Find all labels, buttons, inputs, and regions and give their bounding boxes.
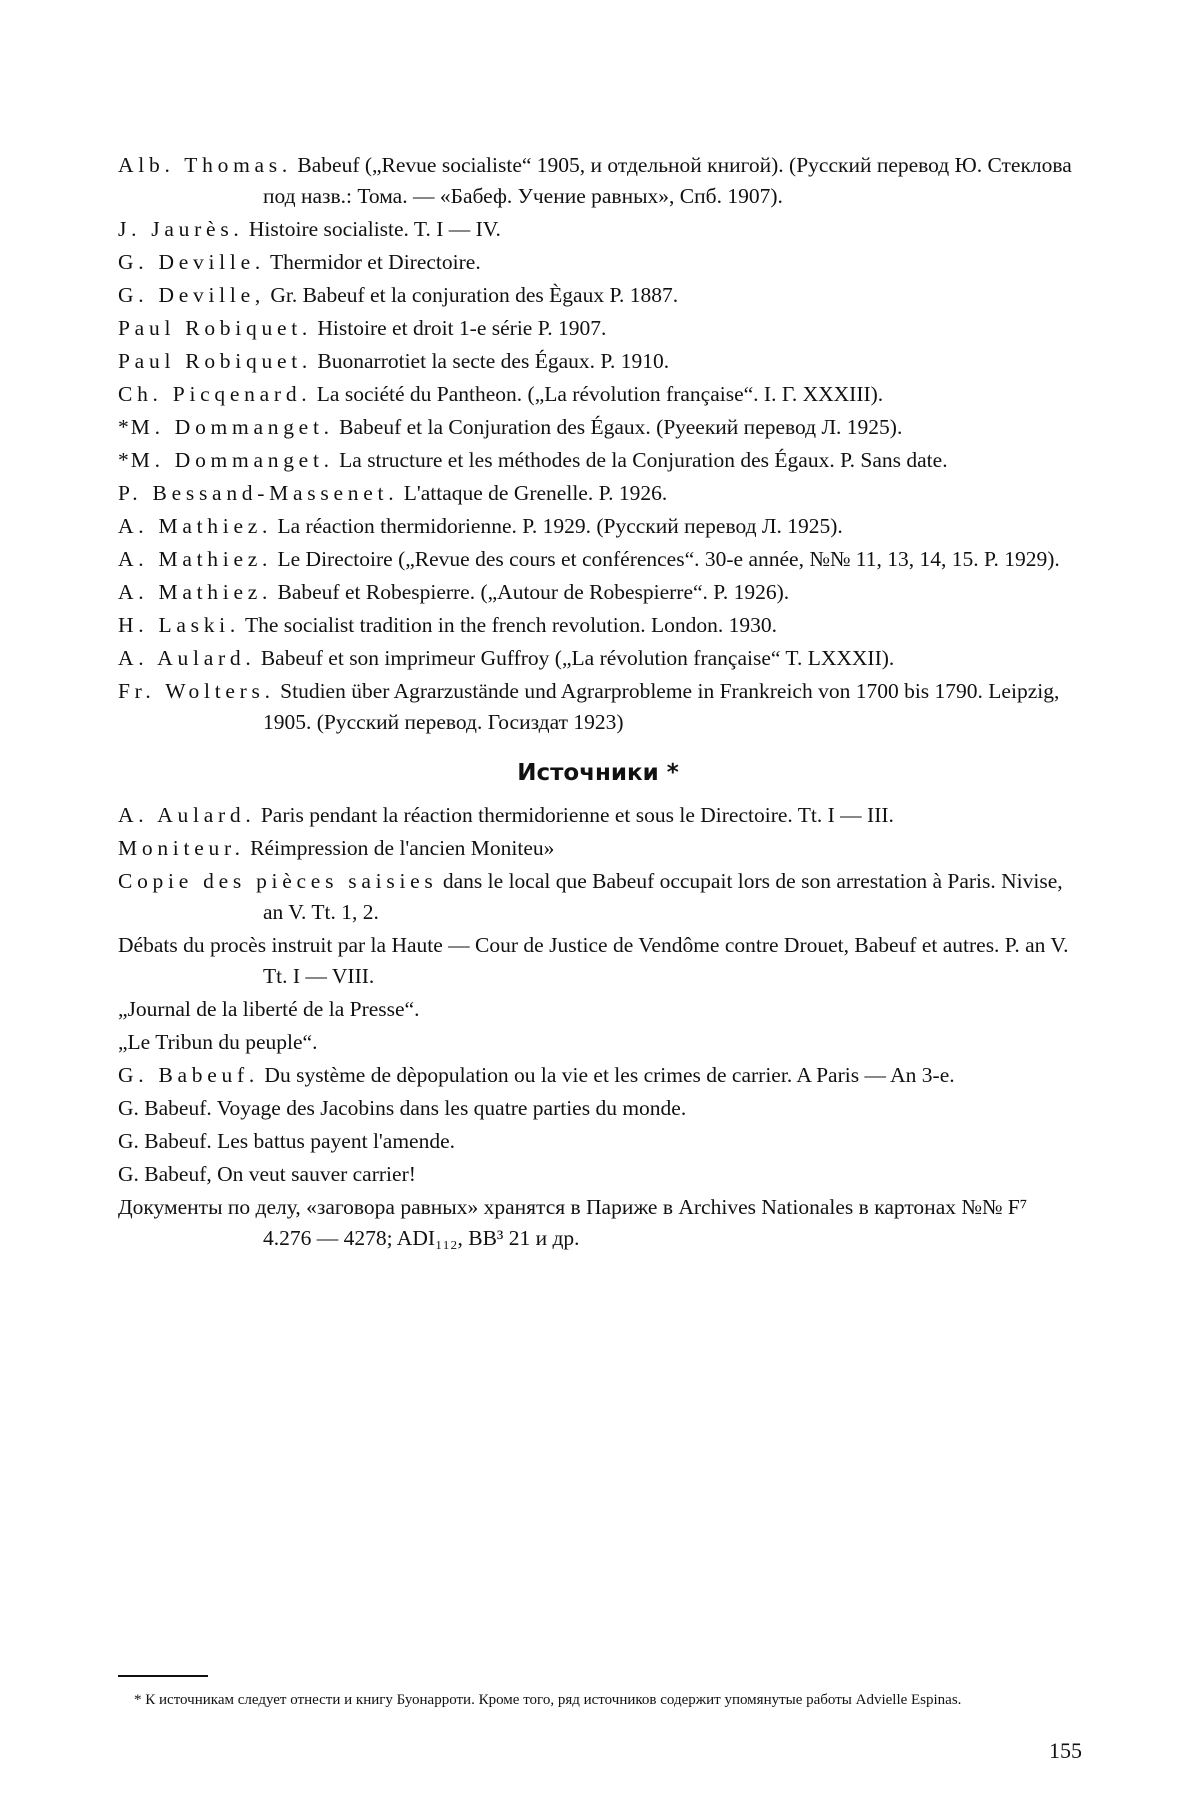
page-content [118,150,1078,1256]
entry-text: La structure et les méthodes de la Conjuration des Égaux. P. Sans date. [339,448,948,472]
entry-text: Thermidor et Directoire. [269,250,481,274]
entry-text: Histoire socialiste. T. I — IV. [248,217,501,241]
entry-author: Moniteur. [118,836,245,860]
entry-author: Alb. Thomas. [118,153,293,177]
bibliography-entry [118,346,1078,377]
entry-text: La société du Pantheon. („La révolution française“. I. Г. XXXIII). [316,382,884,406]
entry-text: Paris pendant la réaction thermidorienne et sous le Directoire. Tt. I — III. [260,803,894,827]
bibliography-entry [118,544,1078,575]
source-entry [118,994,1078,1025]
entry-text: G. Babeuf. Voyage des Jacobins dans les quatre parties du monde. [118,1096,687,1120]
entry-text: Débats du procès instruit par la Haute — Cour de Justice de Vendôme contre Drouet, Babeuf et autres. P. an V. Tt. I — VIII. [118,933,1069,988]
entry-text: Babeuf et Robespierre. („Autour de Robespierre“. P. 1926). [277,580,790,604]
entry-text: Histoire et droit 1-e série P. 1907. [317,316,607,340]
entry-author: G. Deville. [118,250,265,274]
entry-author: H. Laski. [118,613,240,637]
bibliography-entry [118,511,1078,542]
entry-author: Copie des pièces saisies [118,869,438,893]
entry-text: Документы по делу, «заговора равных» хранятся в Париже в Archives Nationales в картонах №№ F⁷ 4.276 — 4278; ADI₁₁₂, BB³ 21 и др. [118,1195,1028,1250]
entry-text: Babeuf („Revue socialiste“ 1905, и отдельной книгой). (Русский перевод Ю. Стеклова под назв.: Тома. — «Бабеф. Учение равных», Спб. 1907). [263,153,1072,208]
entry-text: G. Babeuf. Les battus payent l'amende. [118,1129,456,1153]
footnote-rule [118,1675,208,1677]
entry-text: „Journal de la liberté de la Presse“. [118,997,420,1021]
source-entry [118,1126,1078,1157]
entry-text: Buonarrotiet la secte des Égaux. P. 1910. [317,349,670,373]
entry-marker: * [118,448,129,472]
bibliography-entry [118,150,1078,212]
entry-author: A. Mathiez. [118,547,273,571]
sources-heading: Источники * [517,760,679,786]
bibliography-entry [118,445,1078,476]
bibliography-entry [118,412,1078,443]
entry-text: Du système de dèpopulation ou la vie et les crimes de carrier. A Paris — An 3-е. [264,1063,955,1087]
source-entry [118,800,1078,831]
bibliography-list [118,150,1078,738]
entry-text: dans le local que Babeuf occupait lors de son arrestation à Paris. Nivise, an V. Tt. 1, 2. [263,869,1063,924]
entry-text: L'attaque de Grenelle. P. 1926. [403,481,668,505]
entry-author: Paul Robiquet. [118,349,313,373]
entry-author: J. Jaurès. [118,217,244,241]
entry-text: La réaction thermidorienne. P. 1929. (Русский перевод Л. 1925). [277,514,843,538]
page-number: 155 [1049,1738,1082,1763]
bibliography-entry [118,247,1078,278]
entry-author: A. Mathiez. [118,580,273,604]
entry-text: Babeuf et son imprimeur Guffroy („La révolution française“ T. LXXXII). [260,646,895,670]
entry-author: Paul Robiquet. [118,316,313,340]
entry-author: G. Babeuf. [118,1063,260,1087]
entry-text: Réimpression de l'ancien Moniteu» [250,836,555,860]
entry-author: G. Deville, [118,283,265,307]
bibliography-entry [118,643,1078,674]
entry-author: A. Mathiez. [118,514,273,538]
entry-author: Fr. Wolters. [118,679,275,703]
entry-marker: * [118,415,129,439]
source-entry [118,1027,1078,1058]
entry-text: Gr. Babeuf et la conjuration des Ègaux P. 1887. [270,283,679,307]
source-entry [118,1093,1078,1124]
entry-text: G. Babeuf, On veut sauver carrier! [118,1162,416,1186]
bibliography-entry [118,478,1078,509]
footnote: * К источникам следует отнести и книгу Буонарроти. Кроме того, ряд источников содержит упомянутые работы Advielle Espinas. [134,1692,962,1708]
bibliography-entry [118,577,1078,608]
bibliography-entry [118,313,1078,344]
entry-author: Ch. Picqenard. [118,382,312,406]
entry-text: Le Directoire („Revue des cours et conférences“. 30-е année, №№ 11, 13, 14, 15. P. 1929). [277,547,1060,571]
source-entry [118,1060,1078,1091]
entry-author: A. Aulard. [118,646,256,670]
source-entry [118,866,1078,928]
source-entry [118,833,1078,864]
entry-author: P. Bessand-Massenet. [118,481,399,505]
source-entry [118,930,1078,992]
bibliography-entry [118,379,1078,410]
entry-text: „Le Tribun du peuple“. [118,1030,318,1054]
entry-text: The socialist tradition in the french revolution. London. 1930. [245,613,778,637]
entry-author: M. Dommanget. [130,415,334,439]
bibliography-entry [118,610,1078,641]
entry-text: Studien über Agrarzustände und Agrarprobleme in Frankreich von 1700 bis 1790. Leipzig, 1905. (Русский перевод. Госиздат 1923) [263,679,1060,734]
bibliography-entry [118,280,1078,311]
entry-author: A. Aulard. [118,803,256,827]
source-entry [118,1192,1078,1254]
sources-list [118,800,1078,1254]
bibliography-entry [118,676,1078,738]
entry-text: Babeuf et la Conjuration des Égaux. (Руеекий перевод Л. 1925). [339,415,903,439]
bibliography-entry [118,214,1078,245]
entry-author: M. Dommanget. [130,448,334,472]
source-entry [118,1159,1078,1190]
